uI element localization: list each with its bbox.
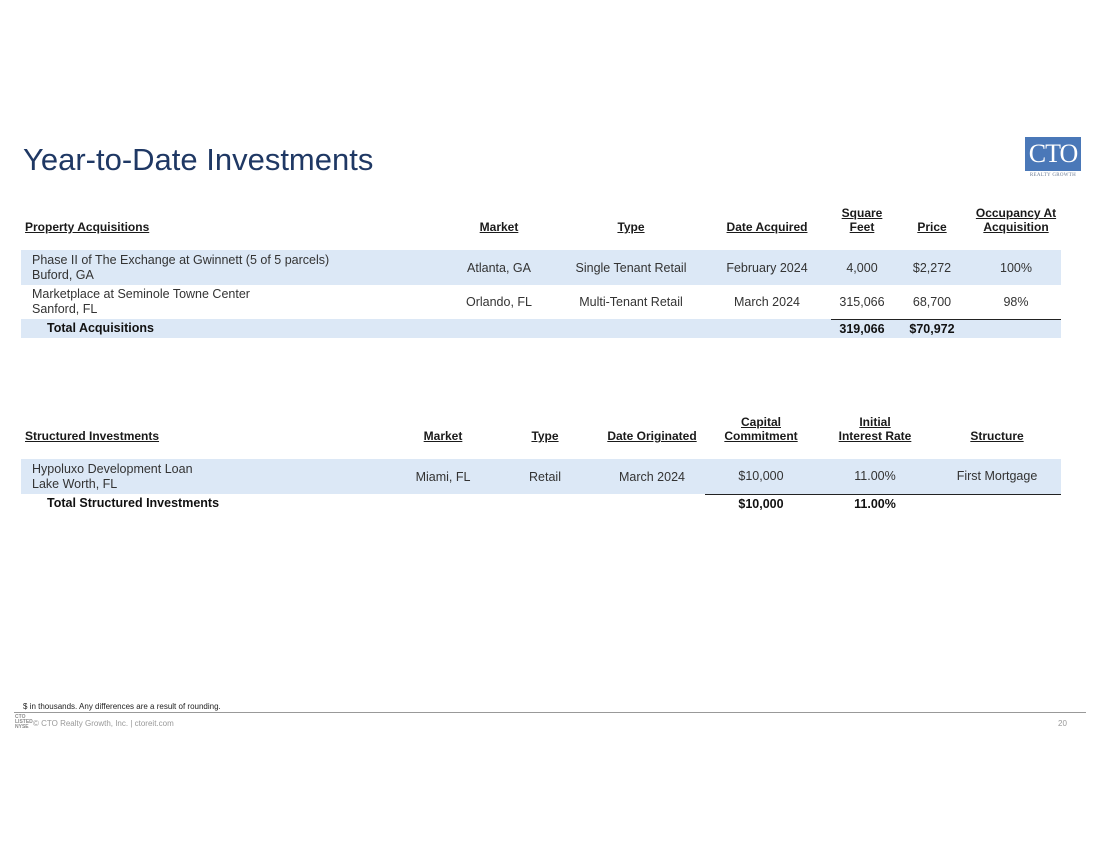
logo-subtext: REALTY GROWTH — [1029, 173, 1077, 178]
commitment-cell: $10,000 — [738, 469, 784, 484]
footer-divider — [14, 712, 1086, 713]
header-market: Market — [423, 429, 463, 443]
market-cell: Orlando, FL — [465, 295, 532, 309]
header-property: Property Acquisitions — [25, 220, 150, 234]
investment-location: Lake Worth, FL — [32, 476, 118, 491]
total-acquisitions-label: Total Acquisitions — [47, 321, 154, 336]
header-date-originated: Date Originated — [607, 429, 697, 443]
header-capital-commitment: Capital Commitment — [724, 415, 798, 443]
header-type: Type — [531, 429, 559, 443]
price-cell: 68,700 — [912, 294, 952, 309]
sqft-cell: 315,066 — [839, 294, 885, 309]
nyse-listed-icon: CTO LISTED NYSE — [15, 714, 33, 730]
total-sqft: 319,066 — [831, 319, 893, 338]
structured-investments-table — [21, 415, 1061, 513]
total-row — [21, 319, 1061, 338]
total-commitment: $10,000 — [705, 494, 817, 513]
table-row — [21, 285, 1061, 319]
company-logo — [1025, 137, 1081, 178]
structured-header-row — [21, 415, 1061, 445]
total-rate: 11.00% — [817, 494, 933, 513]
sqft-cell: 4,000 — [846, 260, 878, 275]
type-cell: Multi-Tenant Retail — [579, 295, 683, 309]
header-square-feet: Square Feet — [841, 206, 883, 234]
copyright-text: © CTO Realty Growth, Inc. | ctoreit.com — [33, 719, 174, 728]
date-cell: March 2024 — [618, 469, 685, 484]
property-cell — [21, 285, 439, 319]
date-cell: February 2024 — [726, 260, 808, 275]
page-number: 20 — [1058, 719, 1067, 728]
investment-cell — [21, 459, 395, 494]
footnote: $ in thousands. Any differences are a result of rounding. — [23, 702, 221, 711]
property-cell — [21, 250, 439, 285]
investment-name: Hypoluxo Development Loan — [32, 461, 193, 476]
header-occupancy: Occupancy At Acquisition — [975, 206, 1057, 234]
header-date-acquired: Date Acquired — [726, 220, 808, 234]
property-name: Marketplace at Seminole Towne Center — [32, 287, 250, 301]
acquisitions-table — [21, 206, 1061, 338]
header-type: Type — [617, 220, 645, 234]
price-cell: $2,272 — [912, 260, 952, 275]
acquisitions-header-row — [21, 206, 1061, 236]
rate-cell: 11.00% — [854, 469, 896, 484]
header-interest-rate: Initial Interest Rate — [838, 415, 912, 443]
date-cell: March 2024 — [733, 295, 800, 309]
logo-mark: CTO — [1025, 137, 1081, 171]
occupancy-cell: 100% — [1000, 260, 1032, 275]
total-structured-label: Total Structured Investments — [47, 496, 220, 511]
occupancy-cell: 98% — [1003, 294, 1029, 309]
total-row — [21, 494, 1061, 513]
structure-cell: First Mortgage — [956, 469, 1038, 484]
header-structured-investments: Structured Investments — [25, 429, 160, 443]
table-row — [21, 459, 1061, 494]
total-price: $70,972 — [893, 319, 971, 338]
header-market: Market — [479, 220, 519, 234]
page-title: Year-to-Date Investments — [23, 142, 374, 177]
header-price: Price — [917, 220, 947, 234]
property-location: Sanford, FL — [32, 302, 98, 316]
market-cell: Atlanta, GA — [467, 260, 531, 275]
property-location: Buford, GA — [32, 267, 94, 282]
type-cell: Single Tenant Retail — [575, 260, 687, 275]
table-row — [21, 250, 1061, 285]
header-structure: Structure — [970, 429, 1024, 443]
property-name: Phase II of The Exchange at Gwinnett (5 of 5 parcels) — [32, 252, 330, 267]
market-cell: Miami, FL — [415, 469, 471, 484]
type-cell: Retail — [529, 469, 561, 484]
